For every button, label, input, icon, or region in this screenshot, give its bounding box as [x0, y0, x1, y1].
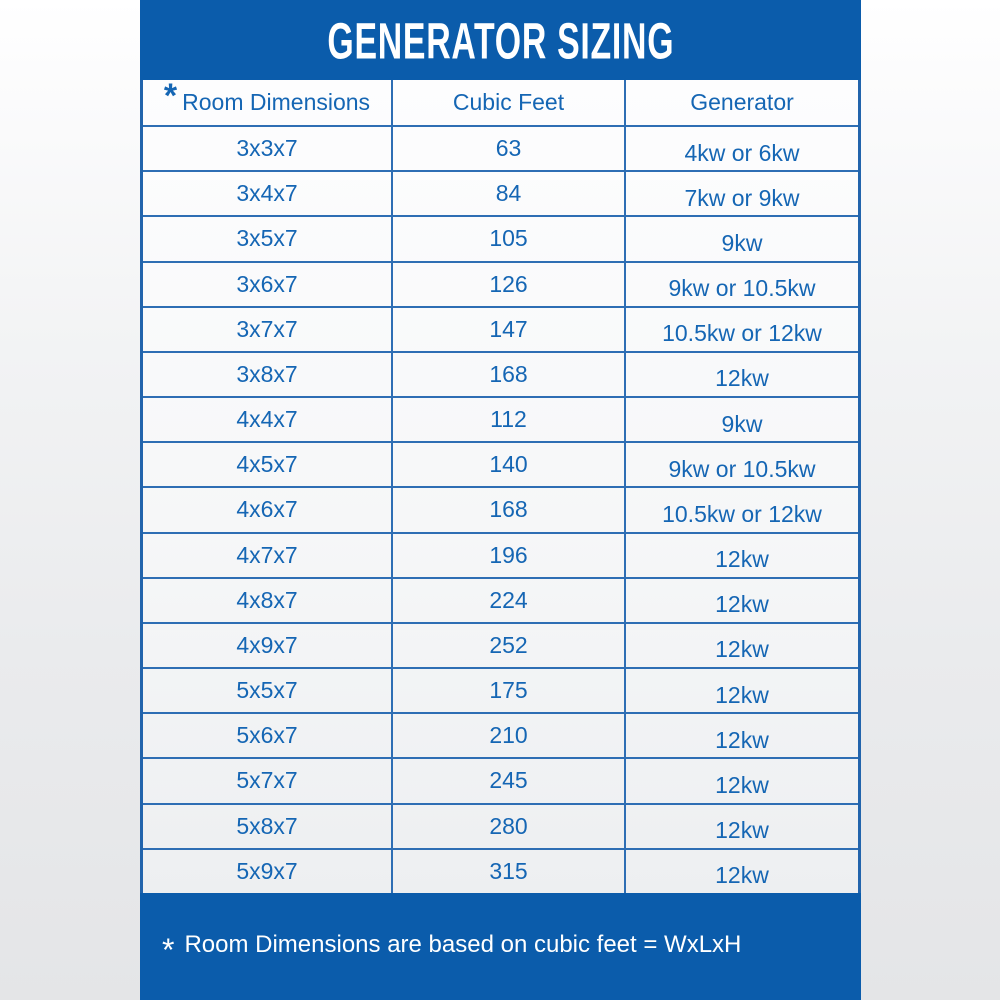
cubic-feet-cell: 84: [393, 172, 626, 215]
room-dimensions-cell: 3x5x7: [143, 217, 393, 260]
cubic-feet-cell: 147: [393, 308, 626, 351]
cubic-feet-cell: 112: [393, 398, 626, 441]
generator-cell: 12kw: [715, 636, 769, 663]
room-dimensions-cell: 3x7x7: [143, 308, 393, 351]
table-row: [143, 488, 858, 533]
page-title: GENERATOR SIZING: [327, 11, 674, 69]
table-header-row: [143, 76, 858, 127]
room-dimensions-cell: 4x4x7: [143, 398, 393, 441]
cubic-feet-cell: 105: [393, 217, 626, 260]
generator-cell: 12kw: [715, 862, 769, 889]
generator-cell: 10.5kw or 12kw: [662, 320, 822, 347]
table-row: [143, 669, 858, 714]
generator-cell: 7kw or 9kw: [684, 184, 800, 211]
generator-cell: 12kw: [715, 591, 769, 618]
table-row: [143, 308, 858, 353]
cubic-feet-cell: 175: [393, 669, 626, 712]
table-row: [143, 443, 858, 488]
generator-cell: 12kw: [715, 546, 769, 573]
column-header-label: Generator: [690, 89, 794, 115]
table-row: [143, 714, 858, 759]
generator-cell: 12kw: [715, 817, 769, 844]
table-row: [143, 759, 858, 804]
generator-cell: 12kw: [715, 771, 769, 798]
generator-cell: 12kw: [715, 681, 769, 708]
cubic-feet-cell: 168: [393, 488, 626, 531]
cubic-feet-cell: 140: [393, 443, 626, 486]
generator-cell: 12kw: [715, 726, 769, 753]
room-dimensions-cell: 4x8x7: [143, 579, 393, 622]
footer-note: * Room Dimensions are based on cubic feet = WxLxH: [162, 931, 742, 968]
room-dimensions-cell: 5x5x7: [143, 669, 393, 712]
room-dimensions-cell: 3x3x7: [143, 127, 393, 170]
table-row: [143, 127, 858, 172]
room-dimensions-cell: 4x5x7: [143, 443, 393, 486]
room-dimensions-cell: 3x6x7: [143, 263, 393, 306]
generator-cell: 9kw or 10.5kw: [668, 455, 816, 482]
generator-cell: 4kw or 6kw: [684, 139, 800, 166]
column-header-generator: [626, 80, 858, 125]
table-row: [143, 353, 858, 398]
generator-cell: 9kw: [721, 410, 763, 437]
table-row: [143, 398, 858, 443]
room-dimensions-cell: 5x7x7: [143, 759, 393, 802]
cubic-feet-cell: 196: [393, 534, 626, 577]
cubic-feet-cell: 315: [393, 850, 626, 893]
table-row: [143, 217, 858, 262]
cubic-feet-cell: 224: [393, 579, 626, 622]
title-band: [140, 0, 861, 80]
room-dimensions-cell: 5x6x7: [143, 714, 393, 757]
room-dimensions-cell: 4x7x7: [143, 534, 393, 577]
generator-cell: 9kw or 10.5kw: [668, 275, 816, 302]
generator-sizing-card: [140, 0, 861, 1000]
table-row: [143, 805, 858, 850]
cubic-feet-cell: 280: [393, 805, 626, 848]
room-dimensions-cell: 3x4x7: [143, 172, 393, 215]
room-dimensions-cell: 4x9x7: [143, 624, 393, 667]
column-header-label: Cubic Feet: [452, 89, 565, 115]
generator-cell: 12kw: [715, 365, 769, 392]
room-dimensions-cell: 4x6x7: [143, 488, 393, 531]
column-header-label: Room Dimensions: [182, 89, 371, 115]
column-header-room-dimensions: * Room Dimensions: [143, 80, 393, 125]
room-dimensions-cell: 3x8x7: [143, 353, 393, 396]
cubic-feet-cell: 168: [393, 353, 626, 396]
cubic-feet-cell: 245: [393, 759, 626, 802]
cubic-feet-cell: 63: [393, 127, 626, 170]
table-row: [143, 263, 858, 308]
footer-band: [140, 893, 861, 1000]
cubic-feet-cell: 126: [393, 263, 626, 306]
room-dimensions-cell: 5x9x7: [143, 850, 393, 893]
table-row: [143, 579, 858, 624]
room-dimensions-cell: 5x8x7: [143, 805, 393, 848]
generator-sizing-table: [140, 76, 861, 893]
generator-cell: 10.5kw or 12kw: [662, 500, 822, 527]
footer-note-text: Room Dimensions are based on cubic feet = WxLxH: [184, 931, 742, 958]
cubic-feet-cell: 210: [393, 714, 626, 757]
table-row: [143, 534, 858, 579]
generator-cell: 9kw: [721, 229, 763, 256]
table-row: [143, 850, 858, 893]
cubic-feet-cell: 252: [393, 624, 626, 667]
table-row: [143, 624, 858, 669]
column-header-cubic-feet: [393, 80, 626, 125]
table-row: [143, 172, 858, 217]
